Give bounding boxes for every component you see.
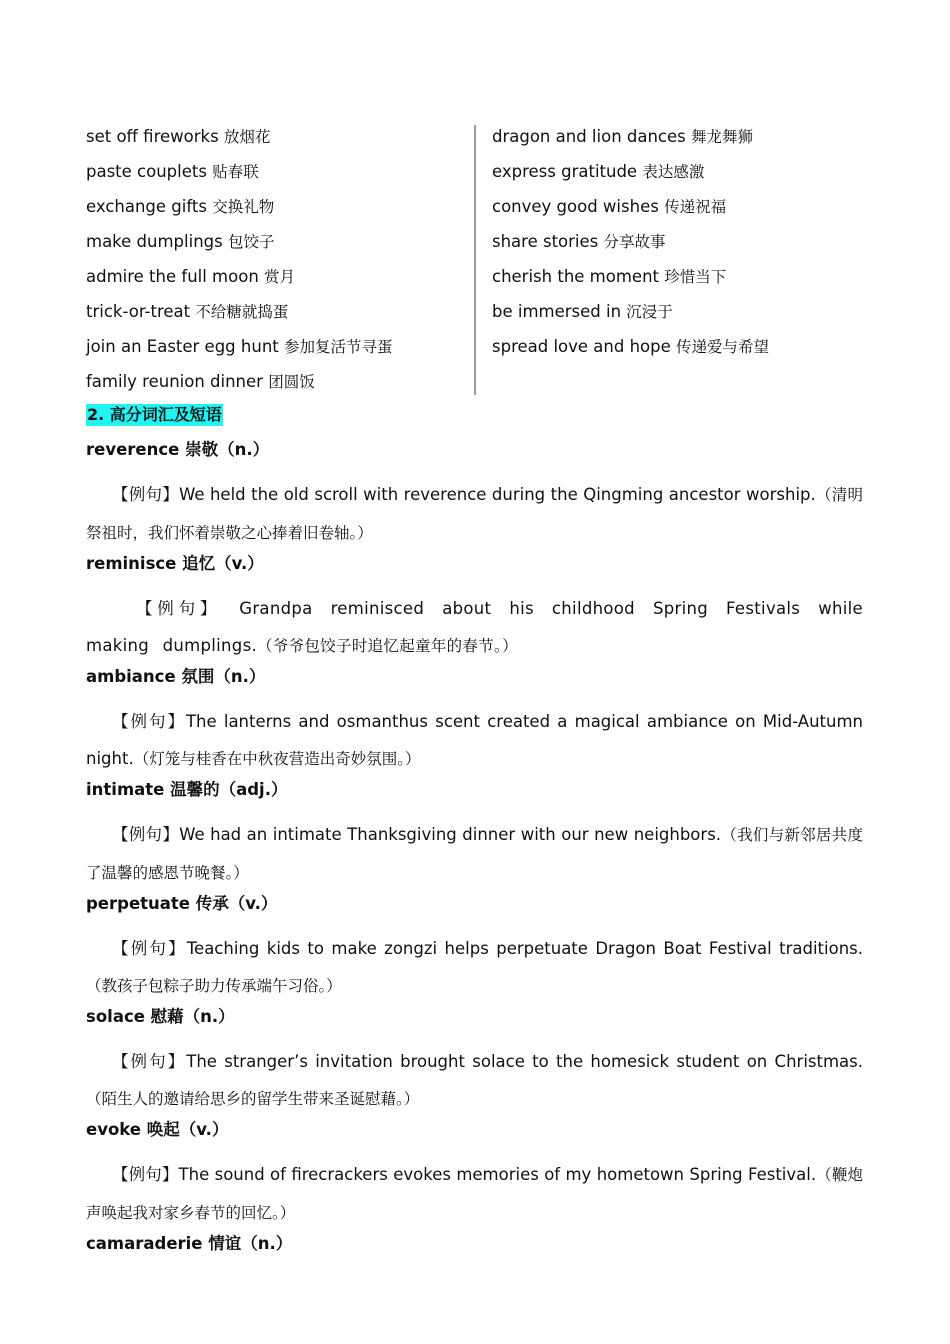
section-heading: 2. 高分词汇及短语 <box>87 405 222 424</box>
phrase-item: join an Easter egg hunt 参加复活节寻蛋 <box>86 337 393 356</box>
phrase-column-left <box>86 121 466 401</box>
phrase-item: cherish the moment 珍惜当下 <box>492 267 727 286</box>
phrase-item: family reunion dinner 团圆饭 <box>86 372 315 391</box>
vocabulary-section <box>86 404 863 1270</box>
phrase-item: be immersed in 沉浸于 <box>492 302 673 321</box>
phrase-item: share stories 分享故事 <box>492 232 666 251</box>
example-sentence: 【例句】The lanterns and osmanthus scent created a magical ambiance on Mid-Autumn night.（灯笼与桂香在中秋夜营造出奇妙氛围。） <box>86 712 863 768</box>
vocab-word: perpetuate 传承（v.） <box>86 894 278 913</box>
phrase-item: convey good wishes 传递祝福 <box>492 197 727 216</box>
example-sentence: 【例句】We held the old scroll with reverence during the Qingming ancestor worship.（清明祭祖时，我们怀着崇敬之心捧着旧卷轴。） <box>86 485 863 542</box>
vocab-word: intimate 温馨的（adj.） <box>86 780 288 799</box>
vocab-word: reverence 崇敬（n.） <box>86 440 270 459</box>
phrase-column-right <box>492 121 892 366</box>
phrase-item: trick-or-treat 不给糖就捣蛋 <box>86 302 289 321</box>
phrase-item: dragon and lion dances 舞龙舞狮 <box>492 127 754 146</box>
vocab-word: evoke 唤起（v.） <box>86 1120 229 1139</box>
phrase-item: express gratitude 表达感激 <box>492 162 705 181</box>
vocab-word: camaraderie 情谊（n.） <box>86 1234 293 1253</box>
column-divider <box>474 125 476 395</box>
example-sentence: 【例句】 Grandpa reminisced about his childhood Spring Festivals while making dumplings.（爷爷包饺子时追忆起童年的春节。） <box>86 599 864 655</box>
phrase-item: paste couplets 贴春联 <box>86 162 259 181</box>
example-sentence: 【例句】We had an intimate Thanksgiving dinner with our new neighbors.（我们与新邻居共度了温馨的感恩节晚餐。） <box>86 825 863 882</box>
example-sentence: 【例句】The sound of firecrackers evokes memories of my hometown Spring Festival.（鞭炮声唤起我对家乡春节的回忆。） <box>86 1165 863 1222</box>
phrase-item: spread love and hope 传递爱与希望 <box>492 337 770 356</box>
phrase-item: set off fireworks 放烟花 <box>86 127 271 146</box>
example-sentence: 【例句】Teaching kids to make zongzi helps perpetuate Dragon Boat Festival traditions.（教孩子包粽子助力传承端午习俗。） <box>86 939 863 995</box>
vocab-word: solace 慰藉（n.） <box>86 1007 235 1026</box>
vocab-word: reminisce 追忆（v.） <box>86 554 264 573</box>
vocab-word: ambiance 氛围（n.） <box>86 667 266 686</box>
phrase-item: exchange gifts 交换礼物 <box>86 197 275 216</box>
phrase-item: make dumplings 包饺子 <box>86 232 275 251</box>
example-sentence: 【例句】The stranger’s invitation brought solace to the homesick student on Christmas.（陌生人的邀请给思乡的留学生带来圣诞慰藉。） <box>86 1052 863 1108</box>
phrase-item: admire the full moon 赏月 <box>86 267 296 286</box>
